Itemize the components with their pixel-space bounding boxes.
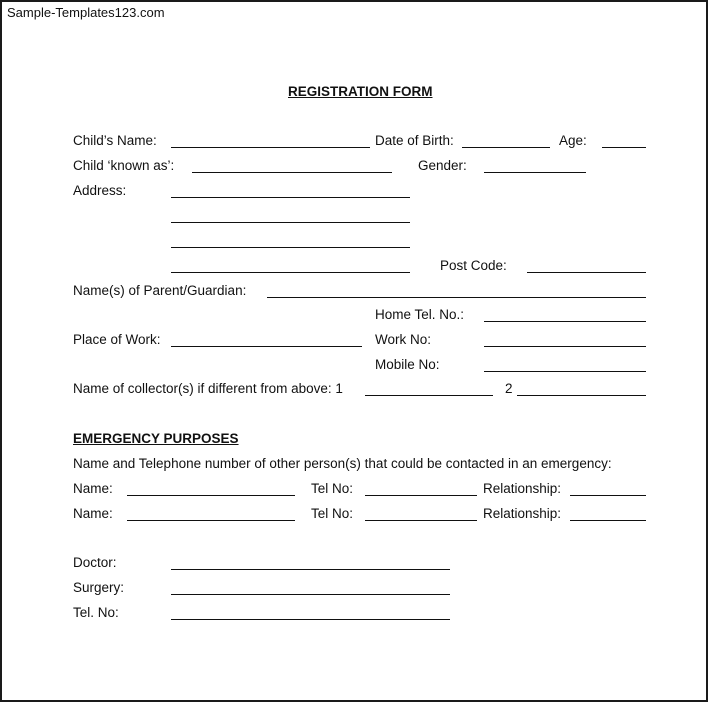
work-no-label: Work No: bbox=[375, 332, 432, 347]
known-as-field[interactable] bbox=[192, 172, 392, 173]
emergency-tel-label: Tel No: bbox=[311, 481, 354, 496]
collector-1-field[interactable] bbox=[365, 395, 493, 396]
collector-2-field[interactable] bbox=[517, 395, 646, 396]
emergency-tel-field[interactable] bbox=[365, 520, 477, 521]
age-label: Age: bbox=[559, 133, 587, 148]
emergency-name-label: Name: bbox=[73, 481, 113, 496]
doctor-tel-label: Tel. No: bbox=[73, 605, 119, 620]
child-name-field[interactable] bbox=[171, 147, 370, 148]
surgery-field[interactable] bbox=[171, 594, 450, 595]
emergency-relationship-field[interactable] bbox=[570, 495, 646, 496]
emergency-relationship-label: Relationship: bbox=[483, 481, 562, 496]
address-line-4[interactable] bbox=[171, 272, 410, 273]
emergency-instruction: Name and Telephone number of other person(s) that could be contacted in an emergency: bbox=[73, 456, 612, 471]
parent-guardian-field[interactable] bbox=[267, 297, 646, 298]
post-code-field[interactable] bbox=[527, 272, 646, 273]
emergency-heading: EMERGENCY PURPOSES bbox=[73, 431, 239, 446]
post-code-label: Post Code: bbox=[440, 258, 507, 273]
watermark: Sample-Templates123.com bbox=[7, 5, 165, 20]
collector-2-label: 2 bbox=[505, 381, 513, 396]
gender-field[interactable] bbox=[484, 172, 586, 173]
known-as-label: Child ‘known as’: bbox=[73, 158, 175, 173]
emergency-name-field[interactable] bbox=[127, 495, 295, 496]
emergency-relationship-field[interactable] bbox=[570, 520, 646, 521]
age-field[interactable] bbox=[602, 147, 646, 148]
surgery-label: Surgery: bbox=[73, 580, 125, 595]
address-line-2[interactable] bbox=[171, 222, 410, 223]
home-tel-label: Home Tel. No.: bbox=[375, 307, 465, 322]
emergency-relationship-label: Relationship: bbox=[483, 506, 562, 521]
mobile-no-field[interactable] bbox=[484, 371, 646, 372]
place-of-work-field[interactable] bbox=[171, 346, 362, 347]
place-of-work-label: Place of Work: bbox=[73, 332, 161, 347]
doctor-tel-field[interactable] bbox=[171, 619, 450, 620]
dob-label: Date of Birth: bbox=[375, 133, 454, 148]
address-label: Address: bbox=[73, 183, 127, 198]
collector-label: Name of collector(s) if different from above: 1 bbox=[73, 381, 343, 396]
emergency-name-field[interactable] bbox=[127, 520, 295, 521]
emergency-name-label: Name: bbox=[73, 506, 113, 521]
doctor-label: Doctor: bbox=[73, 555, 117, 570]
parent-guardian-label: Name(s) of Parent/Guardian: bbox=[73, 283, 247, 298]
address-line-1[interactable] bbox=[171, 197, 410, 198]
home-tel-field[interactable] bbox=[484, 321, 646, 322]
emergency-tel-field[interactable] bbox=[365, 495, 477, 496]
emergency-tel-label: Tel No: bbox=[311, 506, 354, 521]
mobile-no-label: Mobile No: bbox=[375, 357, 440, 372]
doctor-field[interactable] bbox=[171, 569, 450, 570]
work-no-field[interactable] bbox=[484, 346, 646, 347]
address-line-3[interactable] bbox=[171, 247, 410, 248]
child-name-label: Child’s Name: bbox=[73, 133, 157, 148]
form-title: REGISTRATION FORM bbox=[288, 84, 433, 99]
gender-label: Gender: bbox=[418, 158, 467, 173]
dob-field[interactable] bbox=[462, 147, 550, 148]
